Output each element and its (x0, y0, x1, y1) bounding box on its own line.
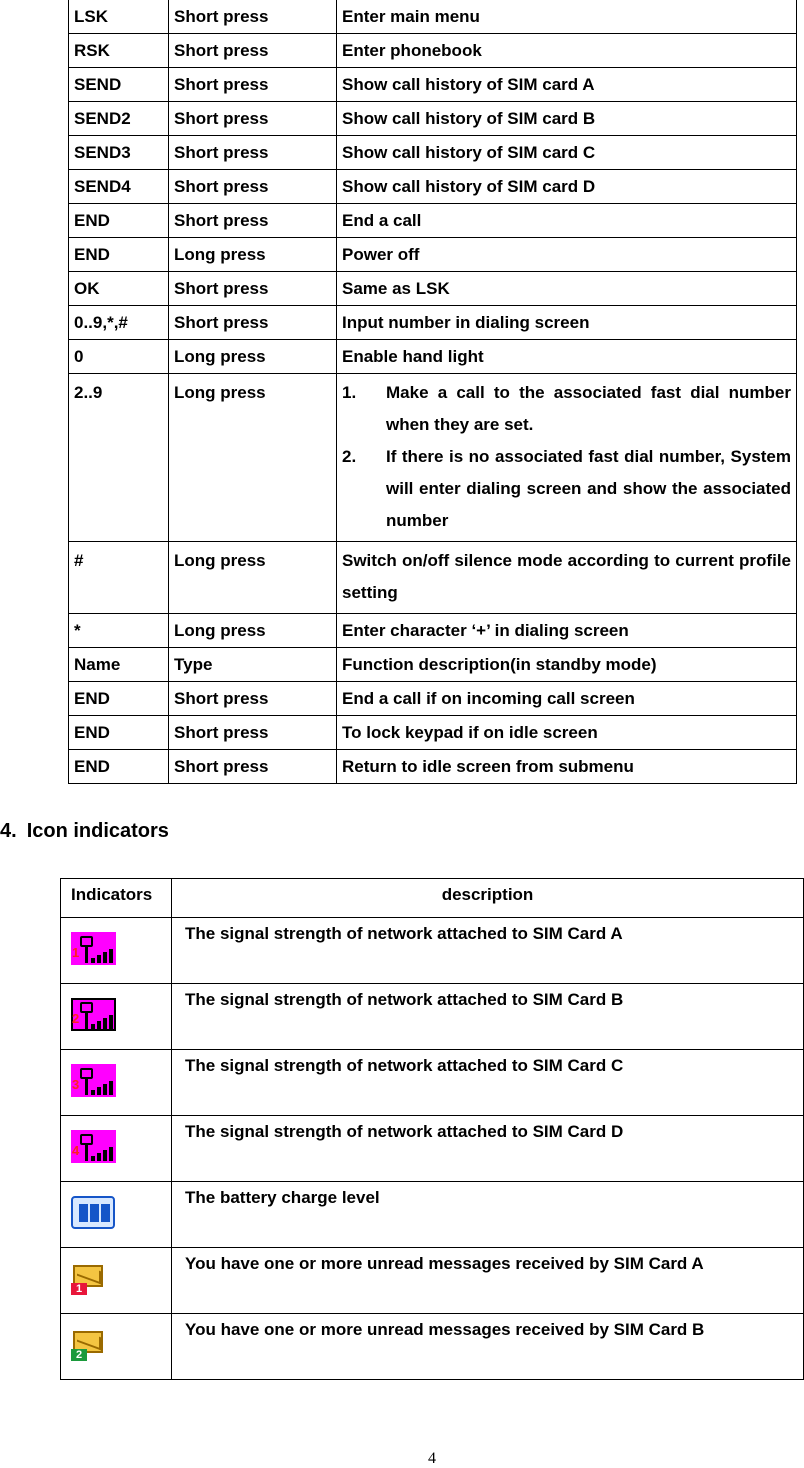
key-name-cell: LSK (69, 0, 169, 34)
key-name-cell: 0..9,*,# (69, 306, 169, 340)
press-type-cell: Long press (169, 340, 337, 374)
key-name-cell: SEND3 (69, 136, 169, 170)
table-row (61, 1116, 804, 1182)
indicator-description-cell: The signal strength of network attached to SIM Card C (172, 1050, 804, 1116)
table-row (69, 34, 797, 68)
key-name-cell: RSK (69, 34, 169, 68)
indicator-description-cell: You have one or more unread messages received by SIM Card B (172, 1314, 804, 1380)
numbered-list-item (342, 377, 791, 441)
function-description-cell: End a call if on incoming call screen (337, 682, 797, 716)
press-type-cell: Short press (169, 170, 337, 204)
indicator-icon-cell (61, 1248, 172, 1314)
table-row (61, 984, 804, 1050)
table-row (69, 136, 797, 170)
icon-indicators-table (60, 878, 804, 1380)
key-name-cell: SEND2 (69, 102, 169, 136)
sim-number-label: 1 (71, 1283, 87, 1295)
function-description-cell: Same as LSK (337, 272, 797, 306)
function-description-cell: Show call history of SIM card A (337, 68, 797, 102)
press-type-cell: Long press (169, 238, 337, 272)
press-type-cell: Short press (169, 68, 337, 102)
key-name-cell: END (69, 716, 169, 750)
sim-number-label: 1 (72, 945, 80, 960)
table-row (69, 648, 797, 682)
function-description-cell (337, 374, 797, 542)
indicator-description-cell: The battery charge level (172, 1182, 804, 1248)
signal-sim-c-icon (71, 1064, 116, 1097)
indicator-description-cell: The signal strength of network attached to SIM Card A (172, 918, 804, 984)
press-type-cell: Long press (169, 614, 337, 648)
sim-number-label: 4 (72, 1143, 80, 1158)
press-type-cell: Long press (169, 374, 337, 542)
press-type-cell: Short press (169, 306, 337, 340)
press-type-cell: Short press (169, 136, 337, 170)
icon-table-header-row (61, 879, 804, 918)
table-row (61, 1182, 804, 1248)
function-description-cell: Switch on/off silence mode according to current profile setting (337, 542, 797, 614)
function-description-cell: Input number in dialing screen (337, 306, 797, 340)
indicator-description-cell: The signal strength of network attached to SIM Card D (172, 1116, 804, 1182)
table-row (61, 918, 804, 984)
press-type-cell: Short press (169, 0, 337, 34)
table-row (69, 0, 797, 34)
table-row (69, 716, 797, 750)
indicator-description-cell: The signal strength of network attached to SIM Card B (172, 984, 804, 1050)
function-description-cell: Return to idle screen from submenu (337, 750, 797, 784)
table-row (69, 238, 797, 272)
function-description-cell: Enter character ‘+’ in dialing screen (337, 614, 797, 648)
function-description-cell: Enable hand light (337, 340, 797, 374)
table-row (69, 750, 797, 784)
table-row (61, 1050, 804, 1116)
indicator-description-cell: You have one or more unread messages received by SIM Card A (172, 1248, 804, 1314)
key-name-cell: END (69, 238, 169, 272)
indicator-icon-cell (61, 1050, 172, 1116)
page-number: 4 (428, 1450, 436, 1467)
function-description-cell: Enter main menu (337, 0, 797, 34)
table-row (69, 682, 797, 716)
battery-icon (71, 1196, 115, 1229)
table-row (69, 374, 797, 542)
key-name-cell: 2..9 (69, 374, 169, 542)
function-description-cell: Show call history of SIM card B (337, 102, 797, 136)
press-type-cell: Short press (169, 682, 337, 716)
key-name-cell: Name (69, 648, 169, 682)
table-row (69, 614, 797, 648)
table-row (61, 1314, 804, 1380)
indicator-icon-cell (61, 984, 172, 1050)
press-type-cell: Short press (169, 272, 337, 306)
list-item-text: If there is no associated fast dial number, System will enter dialing screen and show the associated number (386, 447, 791, 530)
key-name-cell: # (69, 542, 169, 614)
key-name-cell: 0 (69, 340, 169, 374)
unread-message-sim-a-icon (71, 1262, 107, 1295)
signal-sim-a-icon (71, 932, 116, 965)
key-name-cell: END (69, 204, 169, 238)
function-description-cell: To lock keypad if on idle screen (337, 716, 797, 750)
unread-message-sim-b-icon (71, 1328, 107, 1361)
key-name-cell: END (69, 682, 169, 716)
press-type-cell: Long press (169, 542, 337, 614)
table-row (69, 170, 797, 204)
table-row (69, 102, 797, 136)
function-description-cell: Function description(in standby mode) (337, 648, 797, 682)
key-name-cell: END (69, 750, 169, 784)
table-row (61, 1248, 804, 1314)
function-description-cell: Power off (337, 238, 797, 272)
function-description-cell: End a call (337, 204, 797, 238)
sim-number-label: 2 (71, 1349, 87, 1361)
indicator-icon-cell (61, 1182, 172, 1248)
press-type-cell: Short press (169, 204, 337, 238)
key-name-cell: SEND (69, 68, 169, 102)
key-name-cell: OK (69, 272, 169, 306)
section-heading (0, 820, 169, 843)
list-item-number: 2. (342, 447, 357, 466)
numbered-list-item (342, 441, 791, 537)
table-row (69, 272, 797, 306)
key-name-cell: SEND4 (69, 170, 169, 204)
key-name-cell: * (69, 614, 169, 648)
press-type-cell: Short press (169, 102, 337, 136)
function-description-cell: Show call history of SIM card D (337, 170, 797, 204)
function-description-cell: Enter phonebook (337, 34, 797, 68)
table-row (69, 340, 797, 374)
table-row (69, 204, 797, 238)
indicators-header: Indicators (61, 879, 172, 918)
table-row (69, 542, 797, 614)
description-header: description (172, 879, 804, 918)
list-item-number: 1. (342, 383, 357, 402)
signal-sim-b-icon (71, 998, 116, 1031)
function-description-cell: Show call history of SIM card C (337, 136, 797, 170)
indicator-icon-cell (61, 1116, 172, 1182)
indicator-icon-cell (61, 1314, 172, 1380)
table-row (69, 306, 797, 340)
table-row (69, 68, 797, 102)
sim-number-label: 3 (72, 1077, 80, 1092)
section-number: 4. (0, 820, 17, 842)
press-type-cell: Short press (169, 34, 337, 68)
press-type-cell: Short press (169, 716, 337, 750)
section-title: Icon indicators (26, 820, 169, 842)
sim-number-label: 2 (72, 1011, 80, 1026)
press-type-cell: Short press (169, 750, 337, 784)
signal-sim-d-icon (71, 1130, 116, 1163)
list-item-text: Make a call to the associated fast dial number when they are set. (386, 383, 791, 434)
indicator-icon-cell (61, 918, 172, 984)
press-type-cell: Type (169, 648, 337, 682)
key-functions-table (68, 0, 797, 784)
